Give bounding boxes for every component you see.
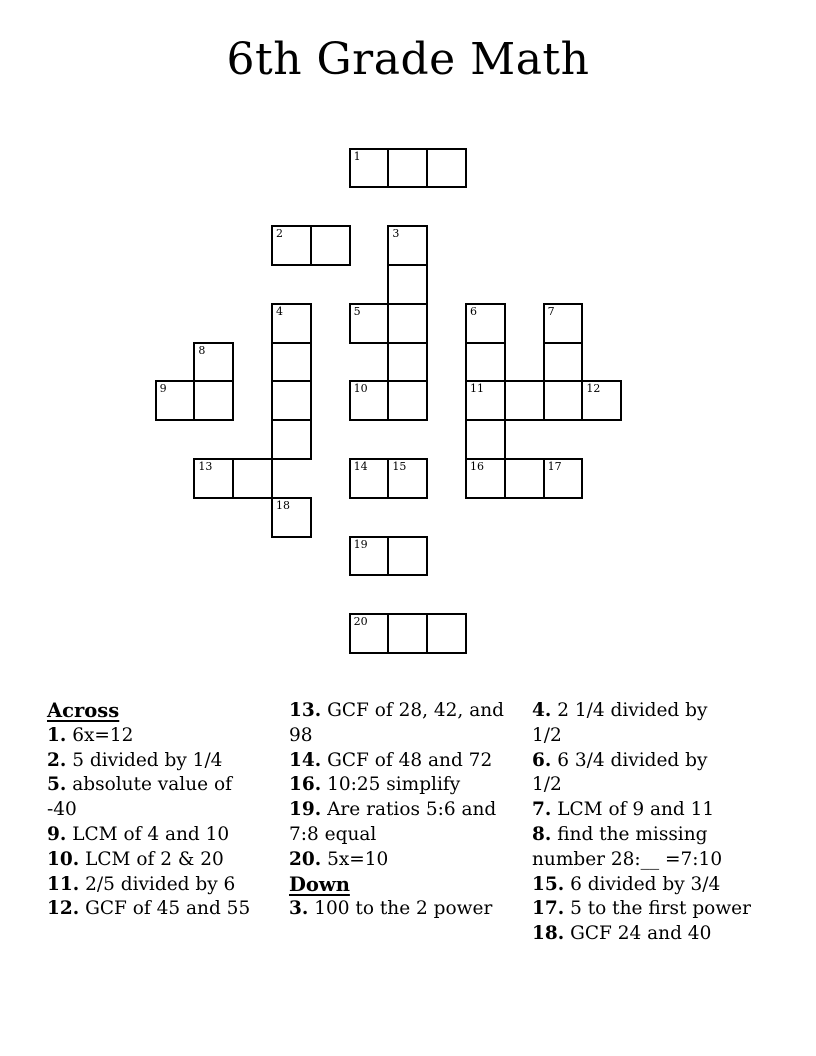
grid-cell[interactable] bbox=[465, 303, 506, 344]
cell-number: 1 bbox=[353, 149, 361, 163]
cell-number: 5 bbox=[353, 304, 361, 318]
grid-cell[interactable] bbox=[349, 303, 390, 344]
clue-line: 4. 2 1/4 divided by bbox=[532, 700, 708, 721]
grid-cell[interactable] bbox=[387, 613, 428, 654]
clue-line: 15. 6 divided by 3/4 bbox=[532, 873, 721, 895]
grid-cell[interactable] bbox=[387, 458, 428, 499]
grid-cell[interactable] bbox=[193, 342, 234, 383]
cell-number: 11 bbox=[470, 382, 484, 396]
clue-line: 10. LCM of 2 & 20 bbox=[47, 848, 224, 870]
grid-cell[interactable] bbox=[155, 380, 196, 421]
clue-line: 16. 10:25 simplify bbox=[289, 774, 461, 796]
clue-number: 6. bbox=[532, 749, 552, 771]
clue-across-2 bbox=[47, 749, 287, 774]
clue-line: 7:8 equal bbox=[289, 823, 377, 845]
clue-line: 7. LCM of 9 and 11 bbox=[532, 799, 715, 821]
clue-line: 17. 5 to the first power bbox=[532, 898, 751, 920]
grid-cell[interactable] bbox=[349, 380, 390, 421]
clue-across-5 bbox=[47, 773, 287, 823]
clue-across-16 bbox=[289, 773, 529, 798]
cell-number: 9 bbox=[159, 382, 167, 396]
grid-cell[interactable] bbox=[232, 458, 273, 499]
cell-number: 8 bbox=[198, 343, 206, 357]
clue-line: 9. LCM of 4 and 10 bbox=[47, 823, 230, 845]
clue-down-3 bbox=[289, 897, 529, 922]
grid-cell[interactable] bbox=[426, 148, 467, 189]
grid-cell[interactable] bbox=[271, 380, 312, 421]
grid-cell[interactable] bbox=[387, 303, 428, 344]
clue-down-4 bbox=[532, 699, 812, 749]
clue-line: -40 bbox=[47, 799, 77, 821]
clue-line: number 28:__ =7:10 bbox=[532, 848, 723, 870]
clue-across-12 bbox=[47, 897, 287, 922]
grid-cell[interactable] bbox=[387, 380, 428, 421]
grid-cell[interactable] bbox=[387, 342, 428, 383]
clue-line: 14. GCF of 48 and 72 bbox=[289, 749, 493, 771]
clue-line: 2. 5 divided by 1/4 bbox=[47, 749, 223, 771]
clue-number: 7. bbox=[532, 799, 552, 821]
grid-cell[interactable] bbox=[543, 458, 584, 499]
grid-cell[interactable] bbox=[387, 225, 428, 266]
clue-across-20 bbox=[289, 848, 529, 873]
clue-column-1 bbox=[47, 699, 287, 922]
clue-line: 5. absolute value of bbox=[47, 774, 232, 796]
clue-across-10 bbox=[47, 848, 287, 873]
clue-line: 8. find the missing bbox=[532, 823, 708, 845]
cell-number: 10 bbox=[353, 382, 368, 396]
cell-number: 3 bbox=[392, 227, 400, 241]
grid-cell[interactable] bbox=[310, 225, 351, 266]
grid-cell[interactable] bbox=[271, 225, 312, 266]
grid-cell[interactable] bbox=[349, 458, 390, 499]
down-heading: Down bbox=[289, 872, 350, 896]
clue-number: 18. bbox=[532, 923, 565, 945]
grid-cell[interactable] bbox=[349, 613, 390, 654]
cell-number: 20 bbox=[353, 615, 368, 629]
clue-number: 10. bbox=[47, 848, 80, 870]
clue-number: 15. bbox=[532, 873, 565, 895]
grid-cell[interactable] bbox=[543, 303, 584, 344]
clue-down-8 bbox=[532, 823, 812, 873]
clue-number: 2. bbox=[47, 749, 67, 771]
clue-across-14 bbox=[289, 749, 529, 774]
clue-line: 1/2 bbox=[532, 774, 562, 796]
clue-across-1 bbox=[47, 724, 287, 749]
grid-cell[interactable] bbox=[387, 148, 428, 189]
cell-number: 18 bbox=[276, 498, 290, 512]
clue-number: 16. bbox=[289, 774, 322, 796]
clue-line: 98 bbox=[289, 724, 313, 746]
clue-down-6 bbox=[532, 749, 812, 799]
cell-number: 17 bbox=[547, 460, 562, 473]
grid-cell[interactable] bbox=[271, 342, 312, 383]
clue-column-3 bbox=[532, 699, 812, 947]
clue-number: 5. bbox=[47, 774, 67, 796]
grid-cell[interactable] bbox=[271, 303, 312, 344]
grid-cell[interactable] bbox=[504, 380, 545, 421]
grid-cell[interactable] bbox=[426, 613, 467, 654]
across-heading: Across bbox=[47, 699, 120, 722]
clue-line: 3. 100 to the 2 power bbox=[289, 898, 493, 920]
grid-cell[interactable] bbox=[387, 536, 428, 577]
grid-cell[interactable] bbox=[543, 342, 584, 383]
clue-across-9 bbox=[47, 823, 287, 848]
clue-number: 12. bbox=[47, 898, 80, 920]
clue-down-18 bbox=[532, 922, 812, 947]
clue-number: 13. bbox=[289, 700, 322, 721]
clue-number: 11. bbox=[47, 873, 80, 895]
grid-cell[interactable] bbox=[504, 458, 545, 499]
grid-cell[interactable] bbox=[271, 419, 312, 460]
clue-line: 19. Are ratios 5:6 and bbox=[289, 799, 497, 821]
clue-line: 1. 6x=12 bbox=[47, 724, 134, 746]
clue-line: 18. GCF 24 and 40 bbox=[532, 923, 712, 945]
clue-down-7 bbox=[532, 798, 812, 823]
cell-number: 7 bbox=[547, 304, 555, 318]
clue-number: 19. bbox=[289, 799, 322, 821]
cell-number: 2 bbox=[276, 227, 283, 241]
clue-number: 17. bbox=[532, 898, 565, 920]
grid-cell[interactable] bbox=[465, 342, 506, 383]
cell-number: 12 bbox=[586, 382, 601, 396]
grid-cell[interactable] bbox=[349, 148, 390, 189]
clue-column-2 bbox=[289, 699, 529, 922]
clue-number: 9. bbox=[47, 823, 67, 845]
clue-down-17 bbox=[532, 897, 812, 922]
clue-number: 3. bbox=[289, 898, 309, 920]
cell-number: 15 bbox=[392, 460, 407, 473]
cell-number: 13 bbox=[198, 460, 213, 473]
cell-number: 4 bbox=[276, 304, 283, 318]
grid-cell[interactable] bbox=[271, 497, 312, 538]
clue-number: 1. bbox=[47, 724, 67, 746]
clue-across-13 bbox=[289, 699, 529, 749]
grid-cell[interactable] bbox=[581, 380, 622, 421]
cell-number: 6 bbox=[470, 304, 477, 318]
grid-cell[interactable] bbox=[193, 458, 234, 499]
clue-across-19 bbox=[289, 798, 529, 848]
grid-cell[interactable] bbox=[193, 380, 234, 421]
clue-number: 14. bbox=[289, 749, 322, 771]
clue-number: 4. bbox=[532, 700, 552, 721]
clue-line: 6. 6 3/4 divided by bbox=[532, 749, 708, 771]
grid-cell[interactable] bbox=[465, 458, 506, 499]
clue-line: 13. GCF of 28, 42, and bbox=[289, 700, 504, 721]
grid-cell[interactable] bbox=[349, 536, 390, 577]
cell-number: 19 bbox=[353, 537, 368, 551]
clue-line: 12. GCF of 45 and 55 bbox=[47, 898, 251, 920]
cell-number: 14 bbox=[353, 460, 368, 473]
clue-line: 1/2 bbox=[532, 724, 562, 746]
grid-cell[interactable] bbox=[465, 380, 506, 421]
grid-cell[interactable] bbox=[465, 419, 506, 460]
cell-number: 16 bbox=[470, 460, 484, 473]
clue-line: 20. 5x=10 bbox=[289, 848, 389, 870]
clue-number: 20. bbox=[289, 848, 322, 870]
puzzle-title: 6th Grade Math bbox=[226, 34, 590, 85]
grid-cell[interactable] bbox=[543, 380, 584, 421]
clue-line: 11. 2/5 divided by 6 bbox=[47, 873, 236, 895]
clue-number: 8. bbox=[532, 823, 552, 845]
grid-cell[interactable] bbox=[387, 264, 428, 305]
clue-across-11 bbox=[47, 873, 287, 898]
clue-down-15 bbox=[532, 873, 812, 898]
